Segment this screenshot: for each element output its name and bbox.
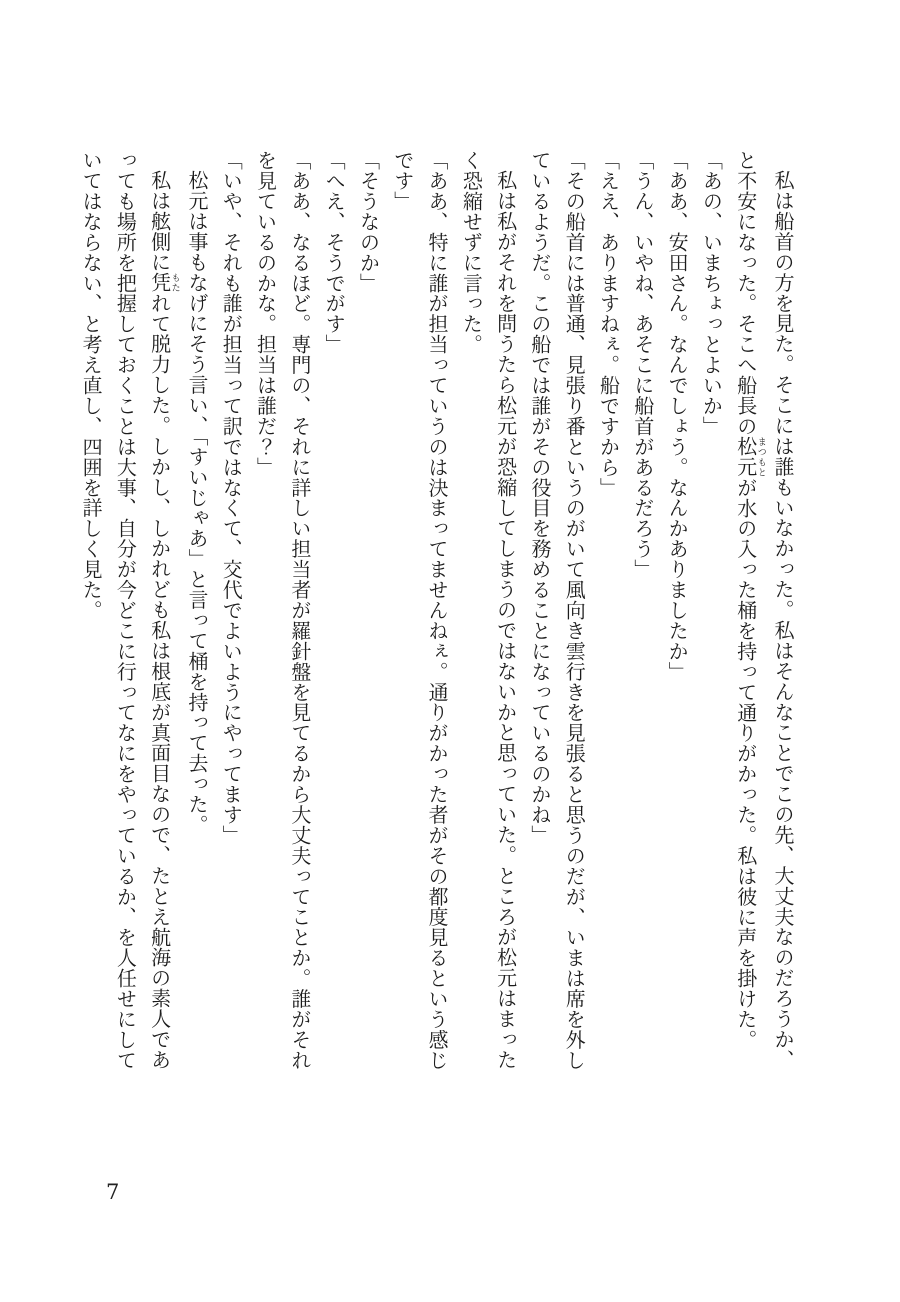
- ruby-annotated-word: 松元まつもと: [733, 436, 766, 478]
- furigana: もた: [169, 272, 180, 293]
- text-line: ているようだ。この船では誰がその役目を務めることになっているのかね」: [527, 150, 552, 846]
- text-line: 私は私がそれを問うたら松元が恐縮してしまうのではないかと思っていた。ところが松元はまった: [493, 170, 518, 1070]
- text-line: っても場所を把握しておくことは大事、自分が今どこに行ってなにをやっているか、を人任せにして: [113, 150, 138, 1071]
- ruby-annotated-word: 凭もた: [147, 272, 180, 293]
- text-line: 「ああ、特に誰が担当っていうのは決まってませんねぇ。通りがかった者がその都度見るという感じ: [425, 150, 450, 1071]
- page-number: 7: [106, 1180, 120, 1204]
- text-line: 松元は事もなげにそう言い、「すいじゃあ」と言って桶を持って去った。: [184, 170, 209, 835]
- text-line: 私は舷側に凭もたれて脱力した。しかし、しかれども私は根底が真面目なので、たとえ航海の素人であ: [147, 170, 180, 1070]
- text-line: 「いや、それも誰が担当って訳ではなくて、交代でよいようにやってます」: [219, 150, 244, 846]
- text-line: を見ているのかな。担当は誰だ？」: [253, 150, 278, 478]
- vertical-text-block: [74, 150, 800, 1078]
- text-line: 「へえ、そうでがす」: [322, 150, 347, 355]
- furigana: まつもと: [755, 436, 766, 478]
- text-line: 「ええ、ありますねぇ。船ですから」: [596, 150, 621, 498]
- text-line: 「ああ、なるほど。専門の、それに詳しい担当者が羅針盤を見てるから大丈夫ってことか。誰がそれ: [287, 150, 312, 1071]
- text-line: です」: [390, 150, 415, 212]
- text-line: いてはならない、と考え直し、四囲を詳しく見た。: [79, 150, 104, 621]
- text-line: 「その船首には普通、見張り番というのがいて風向き雲行きを見張ると思うのだが、いまは席を外し: [562, 150, 587, 1071]
- text-line: 「あの、いまちょっとよいか」: [699, 150, 724, 437]
- text-line: 私は船首の方を見た。そこには誰もいなかった。私はそんなことでこの先、大丈夫なのだろうか、: [771, 170, 795, 1070]
- text-line: 「そうなのか」: [356, 150, 381, 294]
- text-line: 「ああ、安田さん。なんでしょう。なんかありましたか」: [665, 150, 690, 682]
- text-line: と不安になった。そこへ船長の松元まつもとが水の入った桶を持って通りがかった。私は彼に声を掛けた。: [733, 150, 766, 1050]
- text-line: く恐縮せずに言った。: [459, 150, 484, 355]
- text-line: 「うん、いやね、あそこに船首があるだろう」: [630, 150, 655, 580]
